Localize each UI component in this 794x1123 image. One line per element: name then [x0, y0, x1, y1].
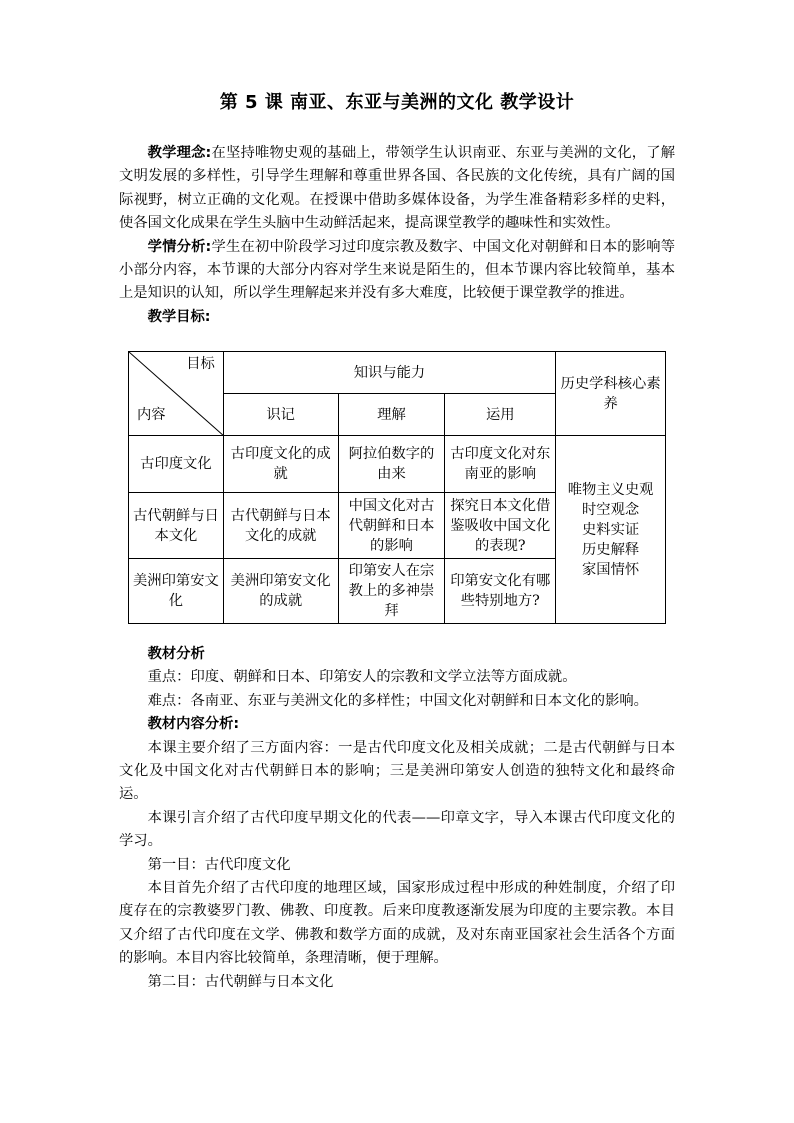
row-apply-cell: 探究日本文化借鉴吸收中国文化的表现? — [445, 493, 556, 559]
row-content-cell: 古印度文化 — [129, 436, 224, 493]
key-point-text: 重点：印度、朝鲜和日本、印第安人的宗教和文学立法等方面成就。 — [147, 669, 577, 686]
literacy-item: 历史解释 — [581, 541, 640, 558]
row-memorize-cell: 古印度文化的成就 — [223, 436, 338, 493]
content-analysis-p2: 本课引言介绍了古代印度早期文化的代表——印章文字，导入本课古代印度文化的学习。 — [119, 809, 675, 850]
page-title: 第 5 课 南亚、东亚与美洲的文化 教学设计 — [219, 92, 575, 113]
teaching-concept-heading: 教学理念: — [147, 145, 212, 161]
intro-section — [119, 142, 675, 329]
section-item-2: 第二目：古代朝鲜与日本文化 — [147, 973, 334, 990]
student-analysis-heading: 学情分析: — [147, 238, 212, 255]
student-analysis-paragraph — [119, 236, 675, 306]
row-apply-cell: 印第安文化有哪些特别地方? — [445, 559, 556, 624]
teaching-concept-text: 在坚持唯物史观的基础上，带领学生认识南亚、东亚与美洲的文化，了解文明发展的多样性，引导学生理解和尊重世界各国、各民族的文化传统，具有广阔的国际视野，树立正确的文化观。在授课中借助多媒体设备，为学生准备精彩多样的史料，使各国文化成果在学生头脑中生动鲜活起来，提高课堂教学的趣味性和实效性。 — [119, 145, 676, 232]
corner-bottom-label: 内容 — [137, 407, 166, 423]
student-analysis-text: 学生在初中阶段学习过印度宗教及数字、中国文化对朝鲜和日本的影响等小部分内容，本节课的大部分内容对学生来说是陌生的，但本节课内容比较简单，基本上是知识的认知，所以学生理解起来并没有多大难度，比较便于课堂教学的推进。 — [119, 238, 676, 302]
row-content-cell: 美洲印第安文化 — [129, 559, 224, 624]
teaching-concept-paragraph — [119, 142, 675, 236]
analysis-section — [119, 643, 675, 994]
literacy-header: 历史学科核心素养 — [556, 352, 666, 436]
row-understand-cell: 印第安人在宗教上的多神崇拜 — [338, 559, 445, 624]
understand-header: 理解 — [338, 394, 445, 436]
goals-heading: 教学目标: — [147, 308, 211, 325]
content-analysis-heading: 教材内容分析: — [147, 716, 240, 733]
material-analysis-heading-line — [119, 643, 675, 666]
content-analysis-p1: 本课主要介绍了三方面内容：一是古代印度文化及相关成就；二是古代朝鲜与日本文化及中国文化对古代朝鲜日本的影响；三是美洲印第安人创造的独特文化和最终命运。 — [119, 739, 675, 803]
content-analysis-p3: 本目首先介绍了古代印度的地理区域，国家形成过程中形成的种姓制度，介绍了印度存在的宗教婆罗门教、佛教、印度教。后来印度教逐渐发展为印度的主要宗教。本目又介绍了古代印度在文学、佛教和数学方面的成就，及对东南亚国家社会生活各个方面的影响。本目内容比较简单，条理清晰，便于理解。 — [119, 880, 675, 967]
literacy-cell — [556, 436, 666, 624]
row-memorize-cell: 古代朝鲜与日本文化的成就 — [223, 493, 338, 559]
row-understand-cell: 阿拉伯数字的由来 — [338, 436, 445, 493]
row-apply-cell: 古印度文化对东南亚的影响 — [445, 436, 556, 493]
memorize-header: 识记 — [223, 394, 338, 436]
section-item-1: 第一目：古代印度文化 — [147, 856, 291, 873]
literacy-item: 时空观念 — [581, 501, 640, 518]
apply-header: 运用 — [445, 394, 556, 436]
material-analysis-heading: 教材分析 — [147, 646, 205, 662]
table-corner-cell — [129, 352, 224, 436]
goals-table — [128, 351, 666, 624]
difficulty-text: 难点：各南亚、东亚与美洲文化的多样性；中国文化对朝鲜和日本文化的影响。 — [147, 692, 648, 709]
knowledge-ability-header: 知识与能力 — [223, 352, 555, 394]
content-analysis-heading-line — [119, 713, 675, 736]
row-memorize-cell: 美洲印第安文化的成就 — [223, 559, 338, 624]
literacy-item: 史料实证 — [581, 521, 640, 538]
literacy-item: 唯物主义史观 — [567, 481, 654, 498]
table-row — [129, 436, 666, 493]
row-content-cell: 古代朝鲜与日本文化 — [129, 493, 224, 559]
row-understand-cell: 中国文化对古代朝鲜和日本的影响 — [338, 493, 445, 559]
corner-top-label: 目标 — [186, 356, 215, 372]
literacy-item: 家国情怀 — [581, 561, 640, 578]
goals-heading-line — [119, 306, 675, 329]
